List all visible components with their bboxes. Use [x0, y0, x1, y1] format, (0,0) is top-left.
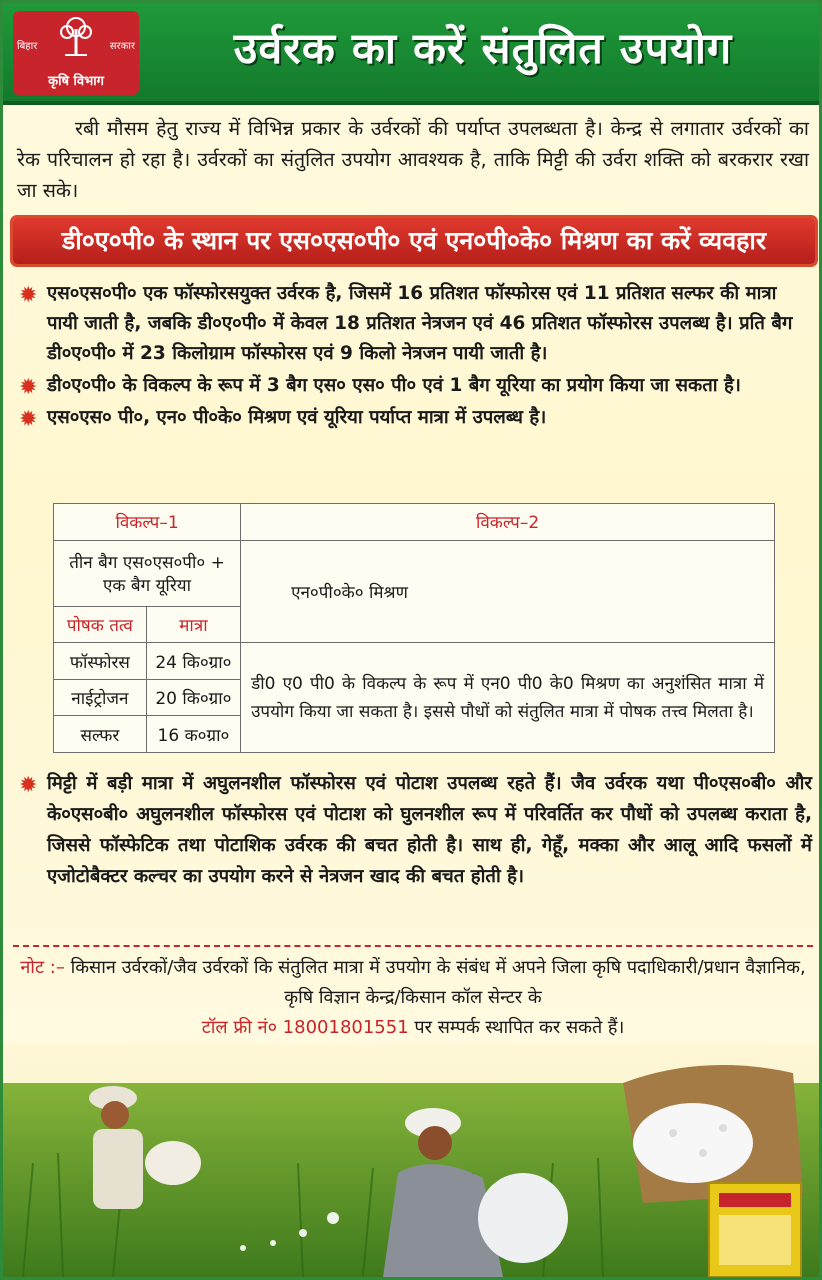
note-label: नोट :– — [20, 957, 65, 978]
tree-logo-icon — [57, 15, 95, 57]
agriculture-dept-logo — [13, 11, 139, 95]
recommendation-banner: डी०ए०पी० के स्थान पर एस०एस०पी० एवं एन०पी०के० मिश्रण का करें व्यवहार — [13, 218, 815, 264]
toll-free-number: टॉल फ्री नं० 18001801551 — [201, 1017, 409, 1038]
intro-paragraph — [17, 113, 809, 206]
fertilizer-bag — [709, 1183, 801, 1277]
bullet-text: एस०एस० पी०, एन० पी०के० मिश्रण एवं यूरिया पर्याप्त मात्रा में उपलब्ध है। — [47, 407, 547, 428]
logo-dept-text: कृषि विभाग — [48, 74, 104, 89]
table-cell-nutrient: फॉस्फोरस — [54, 643, 147, 680]
bullet-text: एस०एस०पी० एक फॉस्फोरसयुक्त उर्वरक है, जिसमें 16 प्रतिशत फॉस्फोरस एवं 11 प्रतिशत सल्फर की मात्रा पायी जाती है, जबकि डी०ए०पी० में केवल 18 प्रतिशत नेत्रजन एवं 46 प्रतिशत फॉस्फोरस उपलब्ध है। प्रति बैग डी०ए०पी० में 23 किलोग्राम फॉस्फोरस एवं 9 किलो नेत्रजन पायी जाती है। — [47, 283, 793, 364]
option1-header: विकल्प–1 — [54, 504, 241, 541]
note-text: किसान उर्वरकों/जैव उर्वरकों कि संतुलित मात्रा में उपयोग के संबंध में अपने जिला कृषि पदाधिकारी/प्रधान वैज्ञानिक, कृषि विज्ञान केन्द्र/किसान कॉल सेन्टर के — [70, 957, 806, 1008]
option2-note: डी0 ए0 पी0 के विकल्प के रूप में एन0 पी0 के0 मिश्रण का अनुशंसित मात्रा में उपयोग किया जा सकता है। इससे पौधों को संतुलित मात्रा में पोषक तत्त्व मिलता है। — [241, 643, 775, 753]
farm-photo — [3, 1043, 819, 1277]
header — [3, 3, 819, 105]
star-bullet-icon: ✹ — [19, 773, 38, 798]
list-item — [17, 768, 812, 892]
option1-desc: तीन बैग एस०एस०पी० + एक बैग यूरिया — [54, 540, 241, 606]
farmers-field-illustration — [3, 1043, 819, 1277]
col-nutrient-header: पोषक तत्व — [54, 606, 147, 643]
star-bullet-icon: ✹ — [19, 283, 38, 308]
logo-gov-text: सरकार — [109, 41, 135, 52]
option2-header: विकल्प–2 — [241, 504, 775, 541]
intro-text: रबी मौसम हेतु राज्य में विभिन्न प्रकार के उर्वरकों की पर्याप्त उपलब्धता है। केन्द्र से लगातार उर्वरकों का रेक परिचालन हो रहा है। उर्वरकों का संतुलित उपयोग आवश्यक है, ताकि मिट्टी की उर्वरा शक्ति को बरकरार रखा जा सके। — [17, 117, 809, 202]
col-quantity-header: मात्रा — [146, 606, 240, 643]
note-box — [13, 945, 813, 1043]
page-title: उर्वरक का करें संतुलित उपयोग — [233, 24, 733, 74]
bullet-list-2 — [17, 768, 812, 892]
table-cell-quantity: 16 क०ग्रा० — [146, 716, 240, 753]
table-cell-nutrient: नाईट्रोजन — [54, 679, 147, 716]
note-tail: पर सम्पर्क स्थापित कर सकते हैं। — [414, 1017, 625, 1038]
fertilizer-options-table — [53, 503, 775, 753]
bullet-text: डी०ए०पी० के विकल्प के रूप में 3 बैग एस० एस० पी० एवं 1 बैग यूरिया का प्रयोग किया जा सकता है। — [47, 375, 741, 396]
bullet-text: मिट्टी में बड़ी मात्रा में अघुलनशील फॉस्फोरस एवं पोटाश उपलब्ध रहते हैं। जैव उर्वरक यथा पी०एस०बी० और के०एस०बी० अघुलनशील फॉस्फोरस एवं पोटाश को घुलनशील रूप में परिवर्तित कर पौधों को उपलब्ध कराता है, जिससे फॉस्फेटिक तथा पोटाशिक उर्वरक की बचत होती है। साथ ही, गेहूँ, मक्का और आलू आदि फसलों में एजोटोबैक्टर कल्चर का उपयोग करने से नेत्रजन खाद की बचत होती है। — [47, 773, 812, 887]
table-cell-nutrient: सल्फर — [54, 716, 147, 753]
bullet-list — [17, 279, 812, 435]
list-item — [17, 371, 812, 401]
star-bullet-icon: ✹ — [19, 375, 38, 400]
option2-desc: एन०पी०के० मिश्रण — [241, 540, 775, 643]
list-item — [17, 279, 812, 369]
table-cell-quantity: 20 कि०ग्रा० — [146, 679, 240, 716]
logo-state-text: बिहार — [17, 41, 38, 52]
star-bullet-icon: ✹ — [19, 407, 38, 432]
table-cell-quantity: 24 कि०ग्रा० — [146, 643, 240, 680]
list-item — [17, 403, 812, 433]
